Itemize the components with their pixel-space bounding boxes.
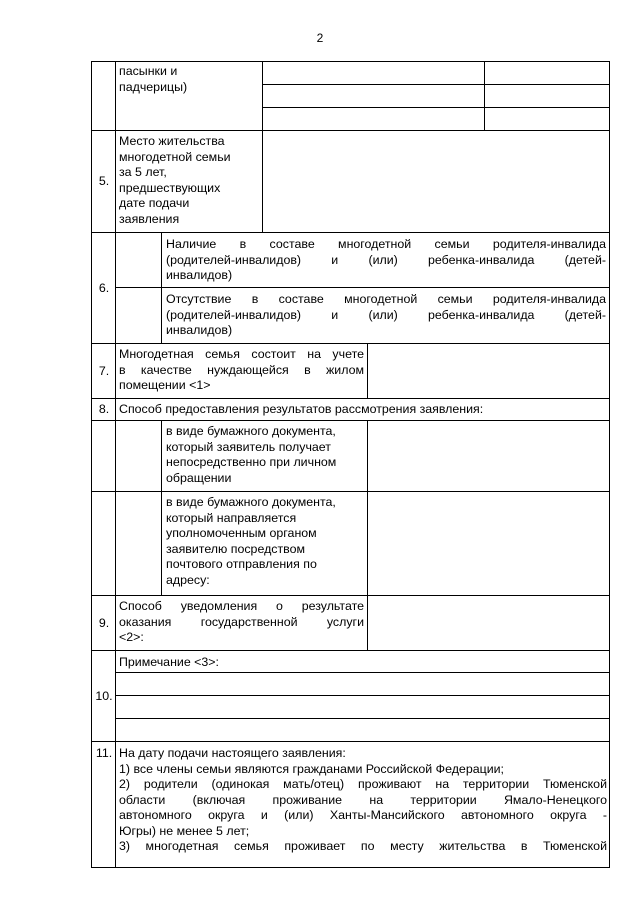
mailing-address-field[interactable] [368,492,609,595]
stepchildren-label: пасынки и падчерицы) [119,64,188,94]
row10-number: 10. [95,689,113,703]
paper-mail-checkbox[interactable] [115,492,161,595]
row11-number: 11. [95,746,113,760]
paper-personal-field[interactable] [368,421,609,491]
paper-personal-option: в виде бумажного документа, который заявитель получает непосредственно при личном обращении [166,424,337,485]
row9-number: 9. [98,616,110,630]
residence-label: Место жительства многодетной семьи за 5 лет, предшествующих дате подачи заявления [119,134,231,226]
result-method-label: Способ предоставления результатов рассмотрения заявления: [119,402,484,416]
row6-number: 6. [98,281,110,295]
row8-number: 8. [98,402,110,416]
row5-number: 5. [98,174,110,188]
notification-method-label: Способ уведомления о результате оказания государственной услуги <2>: [119,599,364,644]
row7-number: 7. [98,364,110,378]
housing-registration-label: Многодетная семья состоит на учете в качестве нуждающейся в жилом помещении <1> [119,347,364,392]
declaration-text: На дату подачи настоящего заявления: 1) все члены семьи являются гражданами Российской Федерации; 2) родители (одинокая мать/отец) проживают на территории Тюменской области (включая проживание на территории Ямало-Ненецкого автономного округа и (или) Ханты-Мансийского автономного округа - Югры) не менее 5 лет; 3) многодетная семья проживает по месту жительства в Тюменской [119,746,607,853]
paper-personal-checkbox[interactable] [115,421,161,491]
residence-field[interactable] [266,134,606,228]
disability-presence-checkbox[interactable] [115,233,161,287]
disability-absence-text: Отсутствие в составе многодетной семьи родителя-инвалида (родителей-инвалидов) и (или) ребенка-инвалида (детей- инвалидов) [166,292,606,337]
disability-absence-checkbox[interactable] [115,288,161,343]
note-line-2[interactable] [116,696,609,718]
page-number: 2 [316,31,324,45]
paper-mail-option: в виде бумажного документа, который направляется уполномоченным органом заявителю посредством почтового отправления по адресу: [166,495,336,587]
notification-method-field[interactable] [368,596,609,650]
note-line-1[interactable] [116,673,609,695]
disability-presence-text: Наличие в составе многодетной семьи родителя-инвалида (родителей-инвалидов) и (или) ребенка-инвалида (детей- инвалидов) [166,237,606,282]
note-label: Примечание <3>: [119,655,219,669]
housing-registration-field[interactable] [368,344,609,398]
note-line-3[interactable] [116,719,609,741]
